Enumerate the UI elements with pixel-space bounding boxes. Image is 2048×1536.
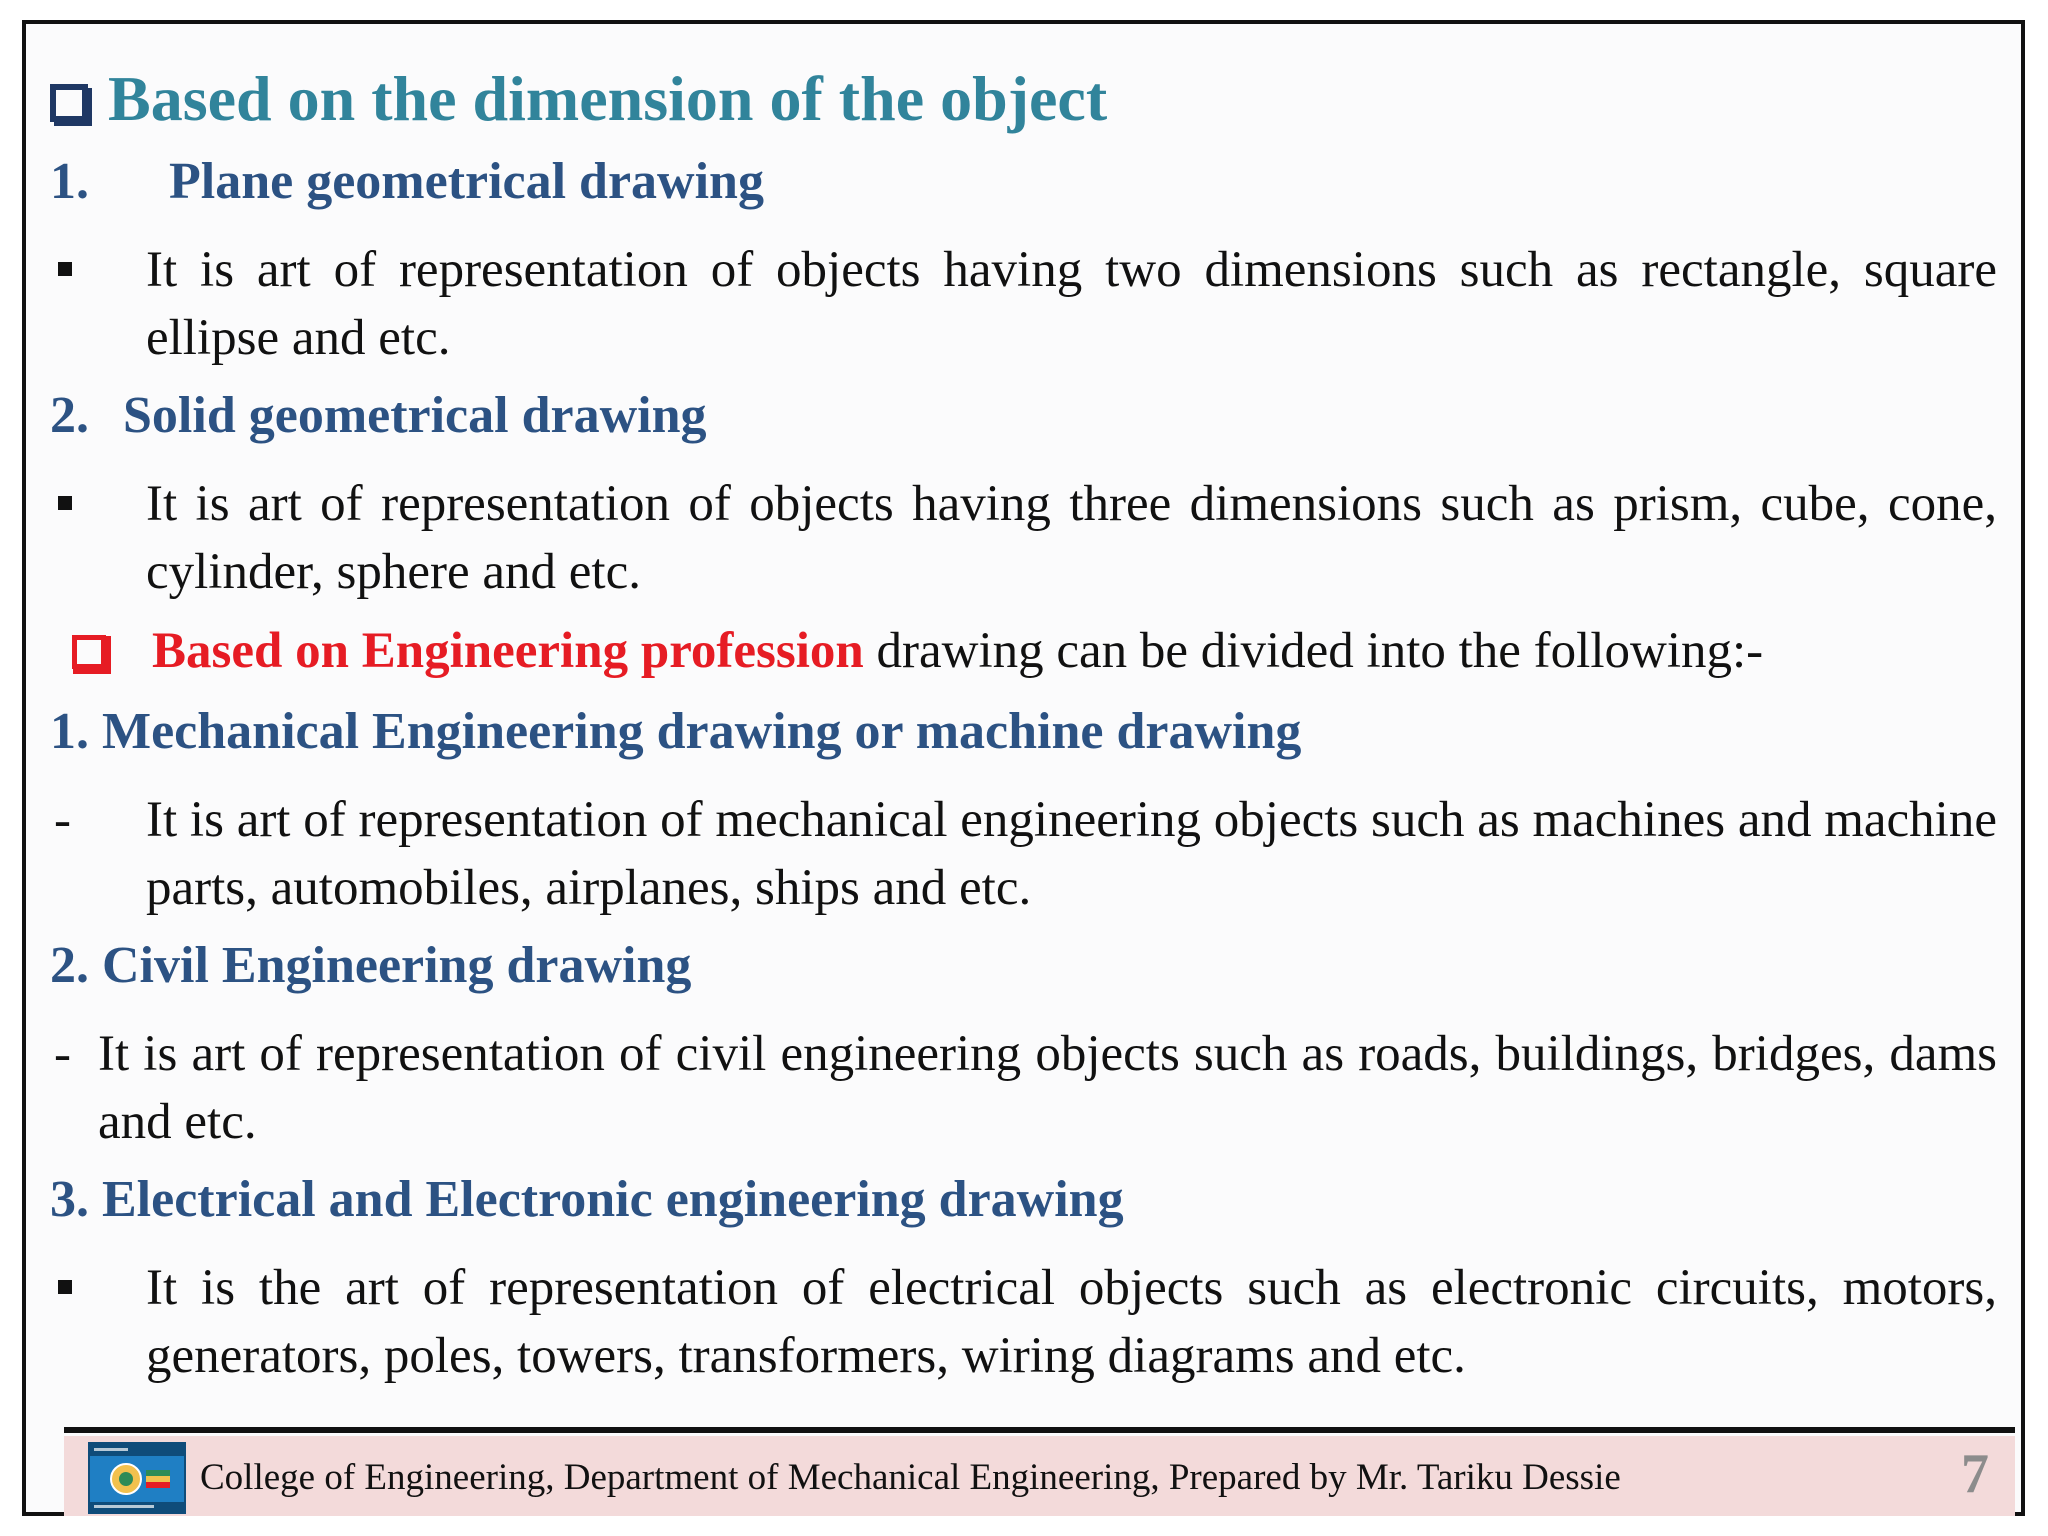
subheading-number: 2. [50, 387, 89, 444]
bullet-text: It is art of representation of mechanical engineering objects such as machines and machine parts, automobiles, airplanes, ships and etc. [146, 792, 1997, 916]
subheading-title: Solid geometrical drawing [123, 387, 707, 444]
subheading-plane [50, 152, 1997, 211]
bullet-text: It is art of representation of objects having two dimensions such as rectangle, square ellipse and etc. [146, 242, 1997, 366]
section-heading-rest: drawing can be divided into the following:- [863, 623, 1764, 679]
footer-credit-text: College of Engineering, Department of Mechanical Engineering, Prepared by Mr. Tariku Dessie [200, 1457, 1621, 1498]
subheading-mechanical [50, 702, 1997, 761]
square-bullet-icon [58, 496, 72, 510]
bullet-mechanical [50, 786, 1997, 926]
page-number: 7 [1961, 1443, 1989, 1505]
subheading-title: 1. Mechanical Engineering drawing or machine drawing [50, 703, 1302, 760]
bullet-plane [50, 236, 1997, 376]
subheading-title: 3. Electrical and Electronic engineering drawing [50, 1171, 1124, 1228]
section-heading-profession [72, 622, 1997, 680]
bullet-civil [50, 1020, 1997, 1160]
bullet-electrical [50, 1254, 1997, 1394]
dash-marker: - [54, 1026, 71, 1082]
subheading-electrical [50, 1170, 1997, 1229]
bullet-solid [50, 470, 1997, 610]
square-bullet-icon [58, 262, 72, 276]
footer-divider [64, 1427, 2015, 1433]
subheading-civil [50, 936, 1997, 995]
section-heading-dimension [50, 62, 1997, 136]
subheading-title: Plane geometrical drawing [169, 153, 764, 210]
checkbox-bullet-icon [50, 84, 88, 122]
subheading-solid [50, 386, 1997, 445]
subheading-number: 1. [50, 153, 89, 210]
subheading-title: 2. Civil Engineering drawing [50, 937, 692, 994]
checkbox-bullet-icon [72, 635, 106, 669]
bullet-text: It is the art of representation of electrical objects such as electronic circuits, motors, generators, poles, towers, transformers, wiring diagrams and etc. [146, 1260, 1997, 1384]
section-heading-bold: Based on Engineering profession [152, 623, 864, 679]
slide-footer [64, 1436, 2015, 1516]
section-heading-text: Based on the dimension of the object [108, 63, 1108, 134]
university-emblem-icon [90, 1444, 184, 1512]
bullet-text: It is art of representation of civil engineering objects such as roads, buildings, bridges, dams and etc. [98, 1026, 1997, 1150]
bullet-text: It is art of representation of objects having three dimensions such as prism, cube, cone, cylinder, sphere and etc. [146, 476, 1997, 600]
slide-frame [22, 20, 2025, 1516]
dash-marker: - [54, 792, 71, 848]
square-bullet-icon [58, 1280, 72, 1294]
university-logo [88, 1442, 186, 1514]
